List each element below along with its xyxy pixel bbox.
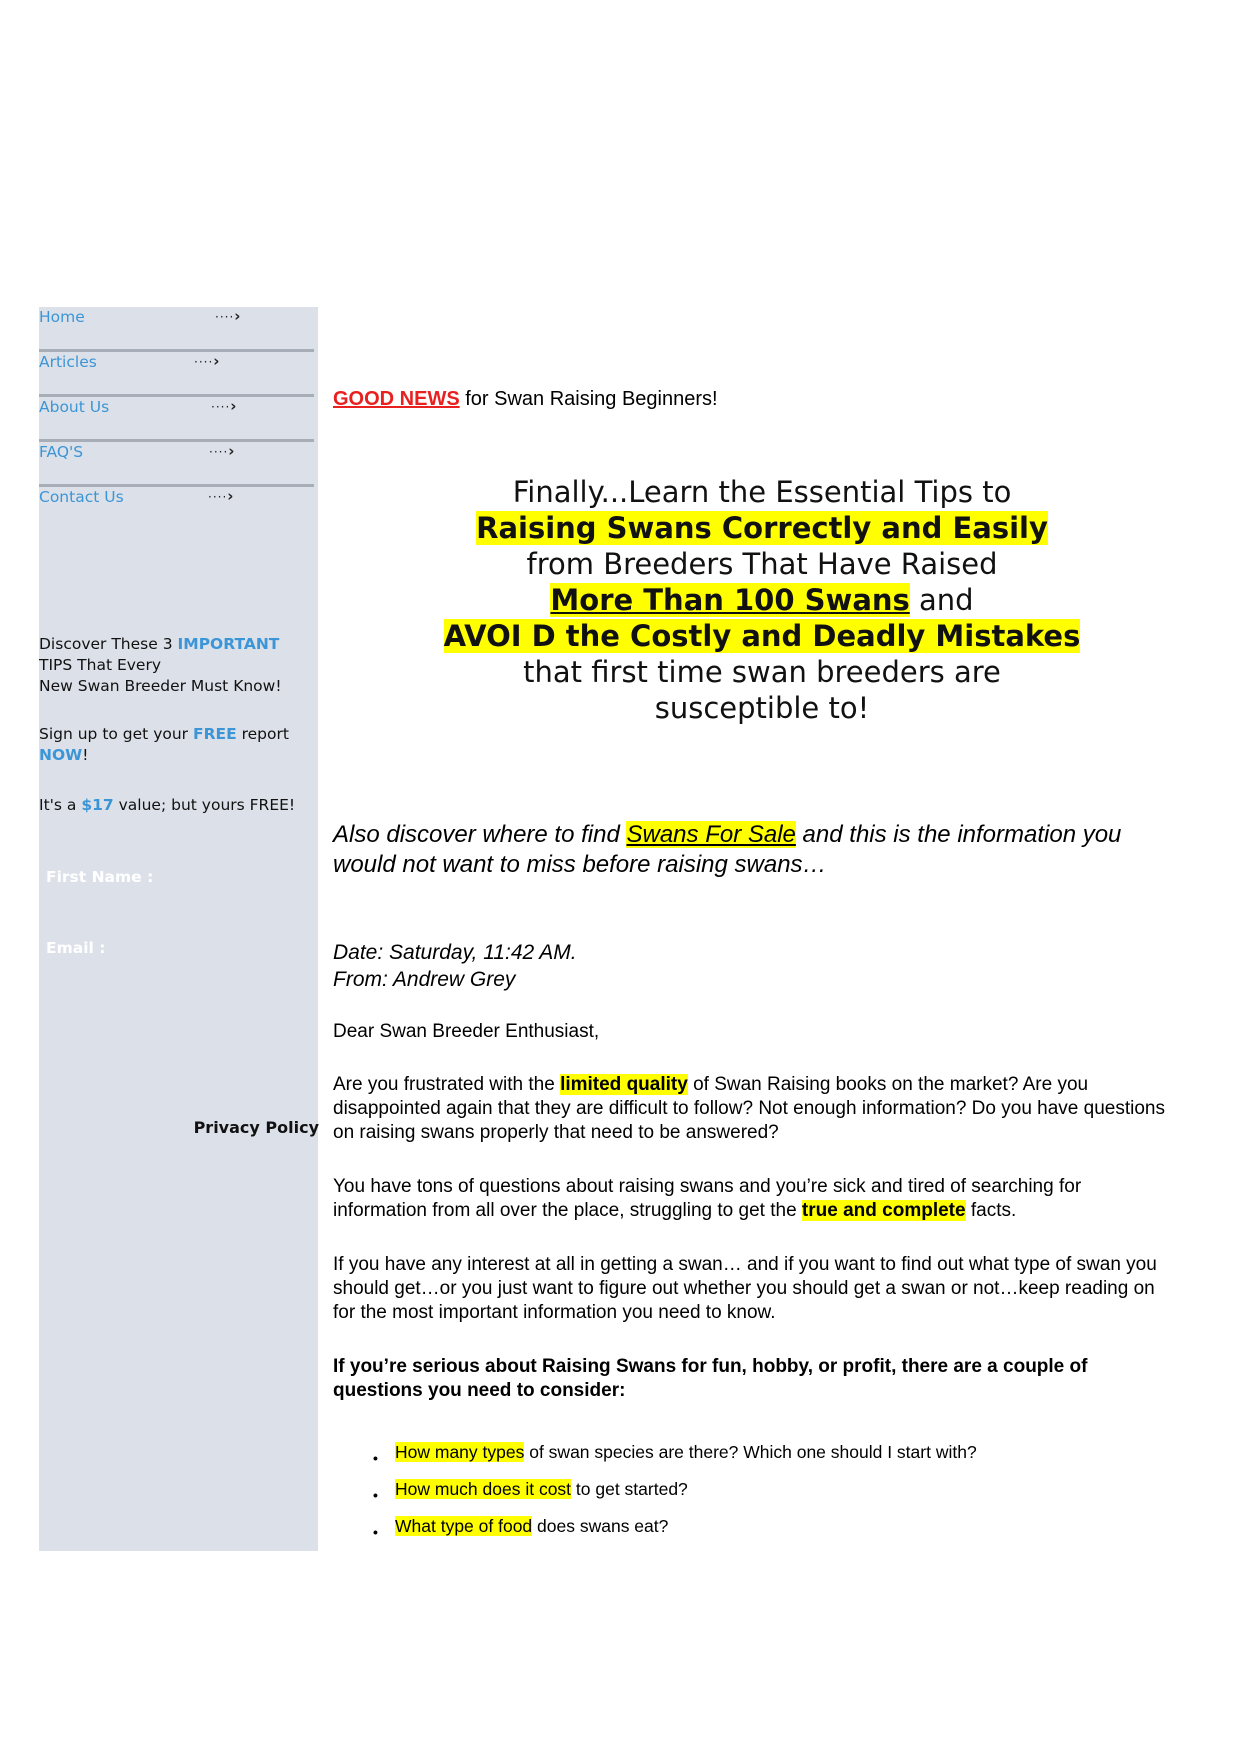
good-news-rest: for Swan Raising Beginners! [459,388,718,410]
list-item [373,1478,977,1503]
nav-articles-link[interactable]: Articles [39,353,97,371]
promo-text [39,634,314,697]
value-a: It's a [39,796,82,814]
dotted-arrow-icon: ····› [215,307,241,325]
from-line: From: Andrew Grey [333,968,516,991]
good-news-label: GOOD NEWS [333,388,460,410]
signup-a: Sign up to get your [39,725,193,743]
greeting: Dear Swan Breeder Enthusiast, [333,1021,600,1042]
bullet-icon: • [373,1487,378,1503]
dotted-arrow-icon: ····› [211,397,237,415]
signup-c: report [236,725,289,743]
headline [333,474,1191,726]
nav-contact-link[interactable]: Contact Us [39,488,124,506]
date-block [333,939,577,993]
privacy-policy-link[interactable]: Privacy Policy [193,1118,319,1137]
p1-highlight: limited quality [560,1074,688,1095]
signup-free: FREE [192,725,237,743]
list-item [373,1441,977,1466]
bullet-icon: • [373,1450,378,1466]
also-a: Also discover where to find [333,821,627,848]
headline-line5: AVOI D the Costly and Deadly Mistakes [443,619,1081,653]
question-rest: of swan species are there? Which one should I start with? [524,1442,977,1462]
nav-about-link[interactable]: About Us [39,398,110,416]
nav-item-faq[interactable] [39,442,314,487]
headline-line4-highlight: More Than 100 Swans [550,583,910,617]
bullet-icon: • [373,1524,378,1540]
nav-item-articles[interactable] [39,352,314,397]
headline-line2: Raising Swans Correctly and Easily [476,511,1048,545]
value-c: value; but yours FREE! [113,796,296,814]
sidebar [39,307,318,1551]
p2-highlight: true and complete [801,1200,966,1221]
signup-e: ! [82,746,89,764]
headline-line7: susceptible to! [654,691,870,725]
headline-line3: from Breeders That Have Raised [526,547,998,581]
first-name-label: First Name : [46,868,154,886]
p2-c: facts. [965,1200,1017,1221]
nav-home-link[interactable]: Home [39,308,85,326]
signup-now: NOW [39,746,83,764]
nav-item-contact[interactable] [39,487,314,532]
question-rest: to get started? [571,1479,688,1499]
list-item [373,1515,977,1540]
paragraph-4: If you’re serious about Raising Swans for fun, hobby, or profit, there are a couple of questions you need to consider: [333,1356,1088,1401]
good-news-line [333,388,718,411]
also-b: and this is the information you would not want to miss before raising swans… [333,821,1122,878]
headline-line1: Finally...Learn the Essential Tips to [512,475,1012,509]
paragraph-1 [333,1073,1168,1145]
value-text [39,795,314,816]
question-highlight: How much does it cost [395,1479,572,1499]
also-discover-text [333,820,1173,880]
headline-line6: that first time swan breeders are [523,655,1001,689]
headline-line4-rest: and [909,583,974,617]
nav-faq-link[interactable]: FAQ'S [39,443,84,461]
dotted-arrow-icon: ····› [208,487,234,505]
dotted-arrow-icon: ····› [209,442,235,460]
date-line: Date: Saturday, 11:42 AM. [333,941,577,964]
nav-item-home[interactable] [39,307,314,352]
promo-line1: Discover These 3 [39,635,178,653]
p2-a: You have tons of questions about raising swans and you’re sick and tired of searching for information from all over the place, struggling to get the [333,1176,1082,1221]
email-label: Email : [46,939,106,957]
question-rest: does swans eat? [532,1516,669,1536]
promo-important: IMPORTANT [177,635,280,653]
p1-a: Are you frustrated with the [333,1074,561,1095]
paragraph-2 [333,1175,1168,1223]
promo-line2: TIPS That Every [39,656,161,674]
question-highlight: What type of food [395,1516,533,1536]
question-highlight: How many types [395,1442,525,1462]
questions-list [373,1441,977,1552]
swans-for-sale-link[interactable]: Swans For Sale [626,821,796,848]
dotted-arrow-icon: ····› [194,352,220,370]
nav-item-about[interactable] [39,397,314,442]
value-price: $17 [81,796,114,814]
promo-line3: New Swan Breeder Must Know! [39,677,282,695]
paragraph-3: If you have any interest at all in getting a swan… and if you want to find out what type of swan you should get…or you just want to figure out whether you should get a swan or not…keep reading on for the most important information you need to know. [333,1254,1157,1323]
signup-text [39,724,314,766]
sidebar-nav [39,307,318,532]
p1-c: of Swan Raising books on the market? Are you disappointed again that they are difficult to follow? Not enough information? Do you have questions on raising swans properly that need to be answered? [333,1074,1165,1143]
